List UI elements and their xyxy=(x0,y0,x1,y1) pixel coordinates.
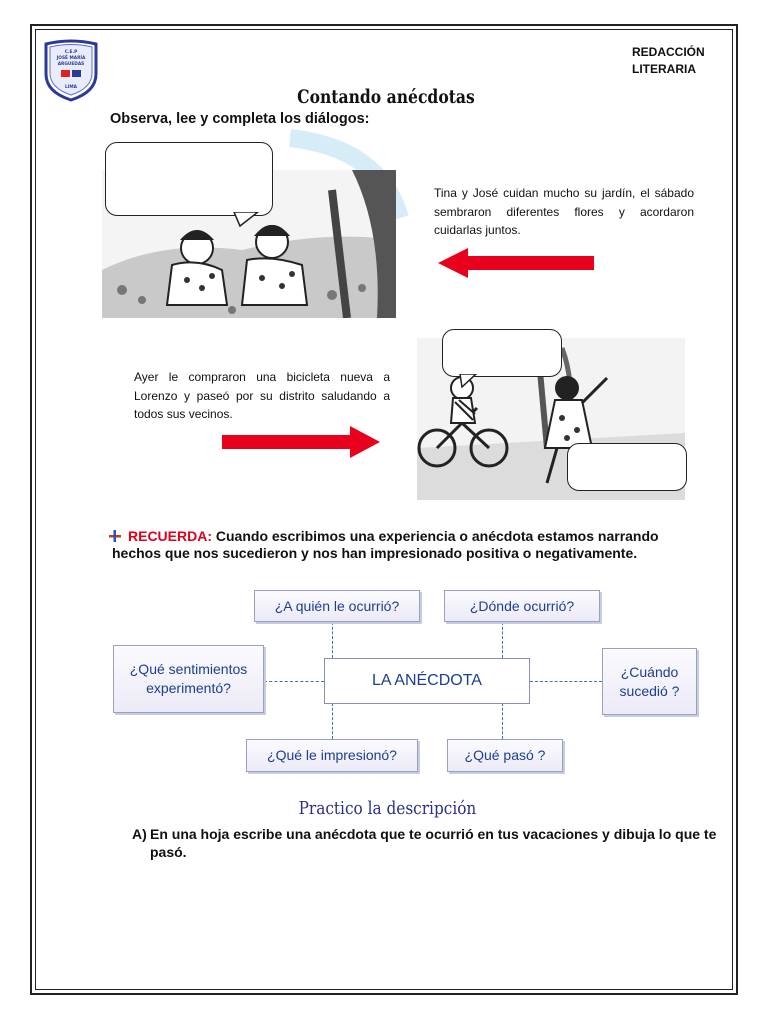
subject-line-1: REDACCIÓN xyxy=(632,45,705,59)
task-text: En una hoja escribe una anécdota que te ocurrió en tus vacaciones y dibuja lo que te pasó. xyxy=(150,826,717,860)
arrow-right-icon xyxy=(222,426,380,458)
page-title: Contando anécdotas xyxy=(297,86,475,108)
connector-feelings xyxy=(264,681,324,682)
map-where-box: ¿Dónde ocurrió? xyxy=(444,590,600,622)
map-center-box: LA ANÉCDOTA xyxy=(324,658,530,704)
map-feelings-line-2: experimentó? xyxy=(146,680,231,696)
map-when-box xyxy=(602,648,697,715)
map-feelings-box xyxy=(113,645,264,713)
connector-what xyxy=(502,703,503,739)
bubble-1-tail-icon xyxy=(232,212,260,228)
bubble-2-tail-icon xyxy=(458,374,478,388)
map-feelings-line-1: ¿Qué sentimientos xyxy=(129,661,248,677)
scene-1-description: Tina y José cuidan mucho su jardín, el sábado sembraron diferentes flores y acordaron cuidarlas juntos. xyxy=(434,186,694,237)
arrow-left-icon xyxy=(438,248,596,278)
connector-when xyxy=(530,681,602,682)
map-when-line-2: sucedió ? xyxy=(619,682,680,699)
map-impressed-box: ¿Qué le impresionó? xyxy=(246,739,418,772)
scene-2-description: Ayer le compraron una bicicleta nueva a Lorenzo y paseó por su distrito saludando a todos sus vecinos. xyxy=(134,370,390,421)
crest-line-2: JOSÉ MARÍA xyxy=(56,56,86,61)
subject-heading xyxy=(632,44,705,78)
recuerda-keyword: RECUERDA: xyxy=(128,528,212,544)
connector-where xyxy=(502,622,503,658)
crest-line-4: LIMA xyxy=(65,85,77,90)
map-when-line-1: ¿Cuándo xyxy=(620,663,679,680)
practice-subtitle: Practico la descripción xyxy=(298,798,477,819)
connector-impressed xyxy=(332,703,333,739)
crest-line-3: ARGUEDAS xyxy=(57,62,85,67)
recuerda-note xyxy=(112,528,702,562)
map-what-box: ¿Qué pasó ? xyxy=(447,739,563,772)
dialogue-bubble-1[interactable] xyxy=(105,142,273,216)
subject-line-2: LITERARIA xyxy=(632,62,696,76)
dialogue-bubble-3[interactable] xyxy=(567,443,687,491)
connector-who xyxy=(332,622,333,658)
instruction-text: Observa, lee y completa los diálogos: xyxy=(110,111,370,127)
map-who-box: ¿A quién le ocurrió? xyxy=(254,590,420,622)
crest-line-1: C.E.P xyxy=(64,50,78,55)
recuerda-text: Cuando escribimos una experiencia o anécdota estamos narrando hechos que nos sucedieron y nos han impresionado positiva o negativamente. xyxy=(112,528,659,561)
dialogue-bubble-2[interactable] xyxy=(442,329,562,377)
task-label: A) xyxy=(132,826,147,842)
